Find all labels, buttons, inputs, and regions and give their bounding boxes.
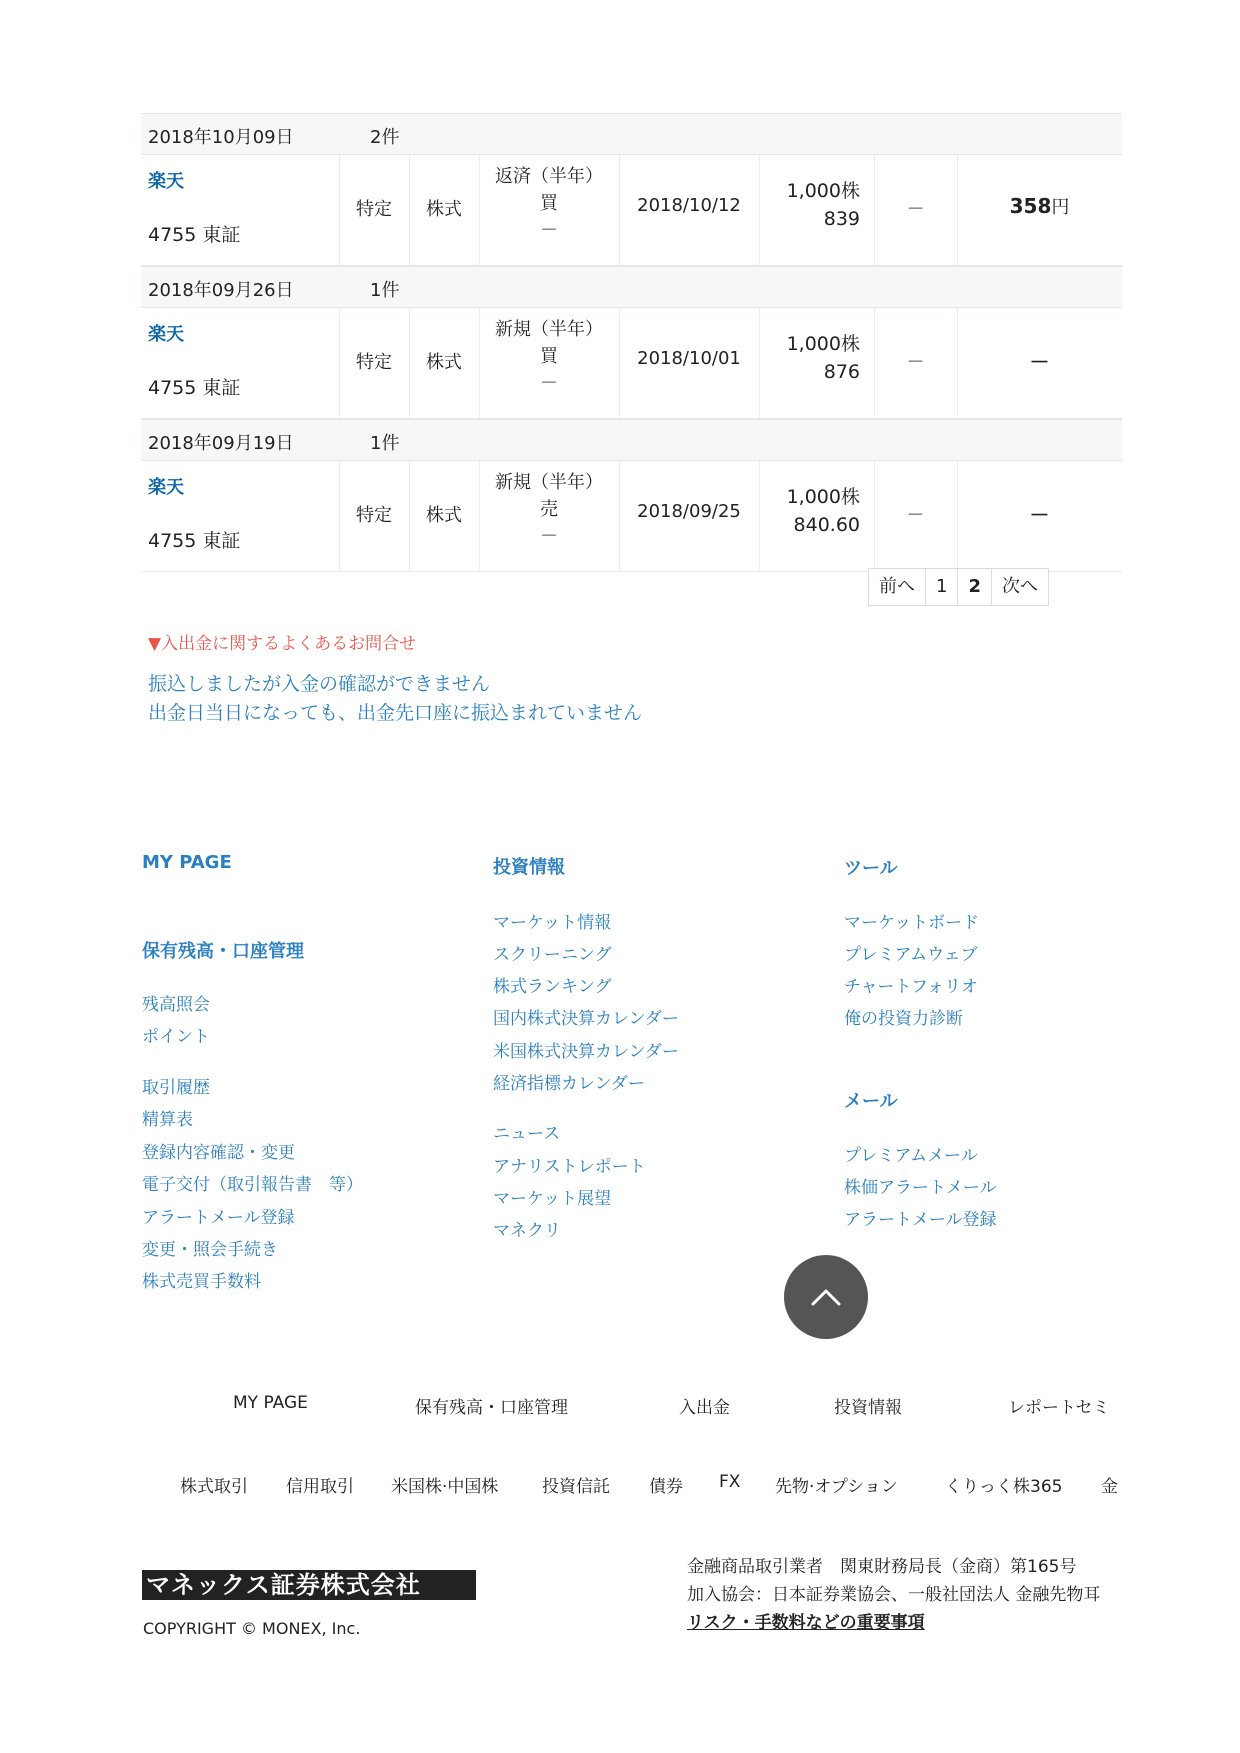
trade-type-cell xyxy=(479,308,620,418)
account-type: 特定 xyxy=(356,505,392,526)
footer-link[interactable]: 精算表 xyxy=(142,1110,193,1130)
trade-type: 新規（半年） xyxy=(495,319,603,340)
footer-link[interactable]: マネクリ xyxy=(493,1221,561,1241)
trade-type: 新規（半年） xyxy=(495,472,603,493)
profit-loss-unit: 円 xyxy=(1051,197,1070,218)
footer-link[interactable]: 俺の投資力診断 xyxy=(844,1009,963,1029)
date-group-header xyxy=(141,419,1122,461)
risk-disclosure-link[interactable]: リスク・手数料などの重要事項 xyxy=(687,1613,925,1633)
fee-value: － xyxy=(906,505,925,526)
profit-loss xyxy=(957,346,1122,375)
trade-history-table xyxy=(141,113,1122,572)
footer-link[interactable]: マーケット展望 xyxy=(493,1189,612,1209)
quantity-cell xyxy=(759,155,875,265)
footer-link[interactable]: 米国株式決算カレンダー xyxy=(493,1042,679,1062)
profit-loss-value: 358 xyxy=(1009,194,1052,218)
footer-link[interactable]: 取引履歴 xyxy=(142,1078,210,1098)
fee-cell xyxy=(874,155,958,265)
price: 840.60 xyxy=(793,514,860,536)
product-nav-item[interactable]: 投資信託 xyxy=(542,1477,610,1497)
quantity: 1,000株 xyxy=(786,180,860,202)
product-nav-item[interactable]: 米国株·中国株 xyxy=(391,1477,499,1497)
stock-name-link[interactable]: 楽天 xyxy=(148,324,184,345)
trade-side: 買 xyxy=(540,346,558,367)
product-nav-item[interactable]: 信用取引 xyxy=(286,1477,354,1497)
delivery-date: 2018/10/01 xyxy=(637,348,741,369)
registration-info: 金融商品取引業者 関東財務局長（金商）第165号 xyxy=(687,1557,1077,1577)
trade-date: 2018年09月26日 xyxy=(148,280,294,301)
footer-link[interactable]: マーケット情報 xyxy=(493,913,612,933)
trade-type-cell xyxy=(479,155,620,265)
account-cell xyxy=(339,308,410,418)
pager-page-2-current: 2 xyxy=(958,569,992,605)
product-nav-item[interactable]: 株式取引 xyxy=(180,1477,248,1497)
product-nav-item[interactable]: くりっく株365 xyxy=(945,1477,1063,1497)
footer-holdings-heading[interactable]: 保有残高・口座管理 xyxy=(142,941,304,962)
profit-loss xyxy=(957,193,1122,219)
trade-type-extra: － xyxy=(540,220,558,241)
trade-side: 売 xyxy=(540,499,558,520)
faq-link-deposit-not-confirmed[interactable]: 振込しましたが入金の確認ができません xyxy=(148,673,491,695)
stock-code: 4755 東証 xyxy=(148,530,241,552)
product-kind: 株式 xyxy=(426,352,462,373)
account-cell xyxy=(339,155,410,265)
global-nav-item[interactable]: 保有残高・口座管理 xyxy=(415,1398,568,1418)
quantity-cell xyxy=(759,461,875,571)
quantity-cell xyxy=(759,308,875,418)
delivery-date: 2018/09/25 xyxy=(637,501,741,522)
copyright: COPYRIGHT © MONEX, Inc. xyxy=(143,1619,361,1638)
price: 839 xyxy=(823,208,860,230)
account-type: 特定 xyxy=(356,352,392,373)
product-nav-item[interactable]: 債券 xyxy=(649,1477,683,1497)
trade-side: 買 xyxy=(540,193,558,214)
table-row xyxy=(141,155,1122,266)
footer-mypage-heading[interactable]: MY PAGE xyxy=(142,852,232,873)
footer-link[interactable]: 電子交付（取引報告書 等） xyxy=(142,1175,363,1195)
footer-link[interactable]: アラートメール登録 xyxy=(844,1210,997,1230)
global-nav-item[interactable]: 入出金 xyxy=(679,1398,730,1418)
kind-cell xyxy=(409,461,480,571)
trade-type-cell xyxy=(479,461,620,571)
pager-prev-button[interactable]: 前へ xyxy=(869,569,926,605)
profit-loss-cell xyxy=(957,308,1122,418)
product-kind: 株式 xyxy=(426,505,462,526)
profit-loss-cell xyxy=(957,461,1122,571)
price: 876 xyxy=(823,361,860,383)
stock-cell xyxy=(141,155,340,265)
trade-date: 2018年09月19日 xyxy=(148,433,294,454)
global-nav-item[interactable]: レポートセミ xyxy=(1008,1398,1110,1418)
footer-link[interactable]: アナリストレポート xyxy=(493,1157,646,1177)
profit-loss-value: － xyxy=(1029,503,1050,527)
table-row xyxy=(141,308,1122,419)
trade-date: 2018年10月09日 xyxy=(148,127,294,148)
quantity: 1,000株 xyxy=(786,333,860,355)
fee-cell xyxy=(874,308,958,418)
account-cell xyxy=(339,461,410,571)
profit-loss-value: － xyxy=(1029,350,1050,374)
trade-count: 2件 xyxy=(370,127,400,148)
pagination xyxy=(868,568,1049,606)
profit-loss-cell xyxy=(957,155,1122,265)
kind-cell xyxy=(409,155,480,265)
company-logo: マネックス証券株式会社 xyxy=(142,1570,476,1600)
footer-invest-info-heading[interactable]: 投資情報 xyxy=(493,857,565,878)
footer-link[interactable]: 登録内容確認・変更 xyxy=(142,1143,295,1163)
footer-tools-heading[interactable]: ツール xyxy=(844,858,898,879)
table-row xyxy=(141,461,1122,572)
footer-link[interactable]: ポイント xyxy=(142,1027,210,1047)
pager-page-1[interactable]: 1 xyxy=(926,569,958,605)
footer-link[interactable]: スクリーニング xyxy=(493,945,612,965)
product-nav-item[interactable]: FX xyxy=(719,1472,741,1492)
footer-link[interactable]: マーケットボード xyxy=(844,913,980,933)
delivery-date: 2018/10/12 xyxy=(637,195,741,216)
quantity: 1,000株 xyxy=(786,486,860,508)
date-group-header xyxy=(141,266,1122,308)
fee-value: － xyxy=(906,199,925,220)
trade-type-extra: － xyxy=(540,526,558,547)
stock-cell xyxy=(141,461,340,571)
product-kind: 株式 xyxy=(426,199,462,220)
footer-link[interactable]: プレミアムウェブ xyxy=(844,945,978,965)
footer-link[interactable]: チャートフォリオ xyxy=(844,977,978,997)
account-type: 特定 xyxy=(356,199,392,220)
trade-type: 返済（半年） xyxy=(495,166,603,187)
footer-link[interactable]: アラートメール登録 xyxy=(142,1208,295,1228)
global-nav-item[interactable]: MY PAGE xyxy=(233,1393,308,1413)
scroll-to-top-button[interactable] xyxy=(784,1255,868,1339)
footer-link[interactable]: 国内株式決算カレンダー xyxy=(493,1009,679,1029)
association-info: 加入協会：日本証券業協会、一般社団法人 金融先物耳 xyxy=(687,1585,1101,1605)
stock-code: 4755 東証 xyxy=(148,224,241,246)
trade-type-extra: － xyxy=(540,373,558,394)
footer-link[interactable]: 株式売買手数料 xyxy=(142,1272,261,1292)
stock-cell xyxy=(141,308,340,418)
footer-link[interactable]: 株式ランキング xyxy=(493,977,612,997)
fee-cell xyxy=(874,461,958,571)
trade-count: 1件 xyxy=(370,433,400,454)
footer-link[interactable]: プレミアムメール xyxy=(844,1146,978,1166)
footer-link[interactable]: 株価アラートメール xyxy=(844,1178,997,1198)
kind-cell xyxy=(409,308,480,418)
footer-link[interactable]: ニュース xyxy=(493,1124,561,1144)
faq-link-withdrawal-not-received[interactable]: 出金日当日になっても、出金先口座に振込まれていません xyxy=(148,702,643,724)
faq-heading: ▼入出金に関するよくあるお問合せ xyxy=(148,634,417,654)
footer-link[interactable]: 残高照会 xyxy=(142,995,210,1015)
date-group-header xyxy=(141,113,1122,155)
chevron-up-icon xyxy=(809,1286,843,1308)
footer-link[interactable]: 経済指標カレンダー xyxy=(493,1074,645,1094)
fee-value: － xyxy=(906,352,925,373)
stock-code: 4755 東証 xyxy=(148,377,241,399)
stock-name-link[interactable]: 楽天 xyxy=(148,477,184,498)
stock-name-link[interactable]: 楽天 xyxy=(148,171,184,192)
global-nav-item[interactable]: 投資情報 xyxy=(834,1398,902,1418)
footer-link[interactable]: 変更・照会手続き xyxy=(142,1240,278,1260)
pager-next-button[interactable]: 次へ xyxy=(1001,576,1038,597)
delivery-date-cell xyxy=(619,461,760,571)
delivery-date-cell xyxy=(619,155,760,265)
product-nav-item[interactable]: 金 xyxy=(1101,1477,1118,1497)
product-nav-item[interactable]: 先物·オプション xyxy=(775,1477,898,1497)
delivery-date-cell xyxy=(619,308,760,418)
profit-loss xyxy=(957,499,1122,528)
trade-count: 1件 xyxy=(370,280,400,301)
footer-mail-heading[interactable]: メール xyxy=(844,1091,898,1112)
